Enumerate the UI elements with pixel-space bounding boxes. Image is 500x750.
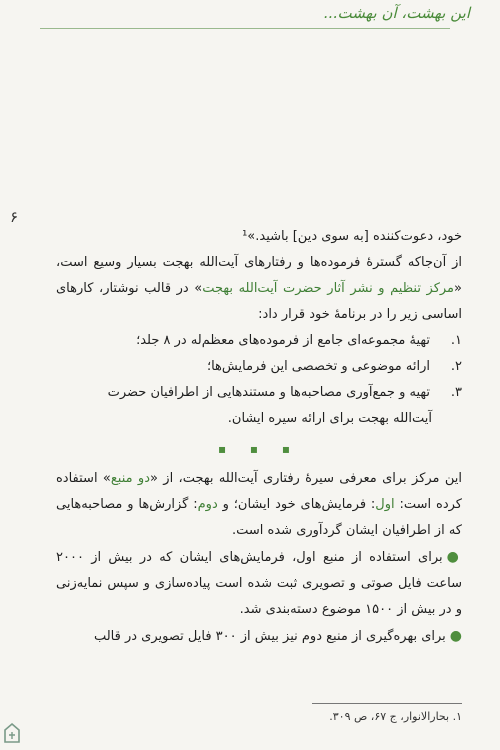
- paragraph-3-text-c: : فرمایش‌های خود ایشان؛ و: [217, 497, 376, 512]
- list-item: [56, 354, 462, 380]
- paragraph-3-text-d: : گزارش‌ها و مصاحبه‌هایی که از اطرافیان ایشان گردآوری شده است.: [56, 497, 462, 538]
- list-item: [56, 328, 462, 354]
- bullet-paragraph: [56, 623, 462, 650]
- list-item: [56, 380, 462, 406]
- list-item-number: ۳.: [450, 385, 462, 400]
- paragraph-1: خود، دعوت‌کننده [به‌ سوی دین] باشید.»¹: [242, 229, 462, 244]
- bullet-icon: ●: [446, 549, 462, 565]
- paragraph-3: [56, 466, 462, 544]
- bullet-text: برای استفاده از منبع اول، فرمایش‌های ایشان که در بیش از ۲۰۰۰ ساعت فایل صوتی و تصویری ثبت شده است پیاده‌سازی و سپس نمایه‌زنی و در بیش از ۱۵۰۰ موضوع دسته‌بندی شد.: [56, 550, 462, 617]
- bullet-text: برای بهره‌گیری از منبع دوم نیز بیش از ۳۰۰ فایل تصویری در قالب: [93, 629, 446, 644]
- list-item-number: ۱.: [450, 333, 462, 348]
- two-sources-highlight: دو منبع: [110, 471, 150, 486]
- publisher-logo-icon: [2, 722, 22, 746]
- paragraph-3-text-a: این مرکز برای معرفی سیرهٔ رفتاری آیت‌الله بهجت، از «: [150, 471, 462, 486]
- footnote-rule: [312, 703, 462, 704]
- body-text: [56, 224, 462, 650]
- list-item-continuation: آیت‌الله بهجت برای ارائه سیره ایشان.: [227, 411, 432, 426]
- paragraph-2-text-a: از آن‌جاکه گسترهٔ فرموده‌ها و رفتارهای آیت‌الله بهجت بسیار وسیع است، «: [56, 255, 462, 296]
- list-item-text: تهیهٔ مجموعه‌ای جامع از فرموده‌های معظم‌له در ۸ جلد؛: [136, 333, 430, 348]
- page-number: ۶: [10, 208, 19, 226]
- center-name-highlight: مرکز تنظیم و نشر آثار حضرت آیت‌الله بهجت: [202, 281, 455, 296]
- list-item-text: ارائه موضوعی و تخصصی این فرمایش‌ها؛: [206, 359, 430, 374]
- paragraph-3-text-b: » استفاده کرده است:: [56, 471, 463, 512]
- first-source-highlight: اول: [375, 497, 395, 512]
- bullet-icon: ●: [449, 628, 462, 644]
- paragraph-2-text-b: » در قالب نوشتار، کارهای اساسی زیر را در برنامهٔ خود قرار داد:: [56, 281, 462, 322]
- list-item-text: تهیه و جمع‌آوری مصاحبه‌ها و مستندهایی از اطرافیان حضرت: [107, 385, 430, 400]
- running-header: این بهشت، آن بهشت...: [323, 4, 470, 22]
- second-source-highlight: دوم: [197, 497, 218, 512]
- list-item-number: ۲.: [450, 359, 462, 374]
- bullet-paragraph: [56, 544, 462, 623]
- paragraph-2: [56, 250, 462, 328]
- header-rule: [40, 28, 450, 29]
- footnote: ۱. بحارالانوار، ج ۶۷، ص ۳۰۹.: [329, 710, 462, 723]
- section-separator: ▪ ▪ ▪: [217, 442, 301, 456]
